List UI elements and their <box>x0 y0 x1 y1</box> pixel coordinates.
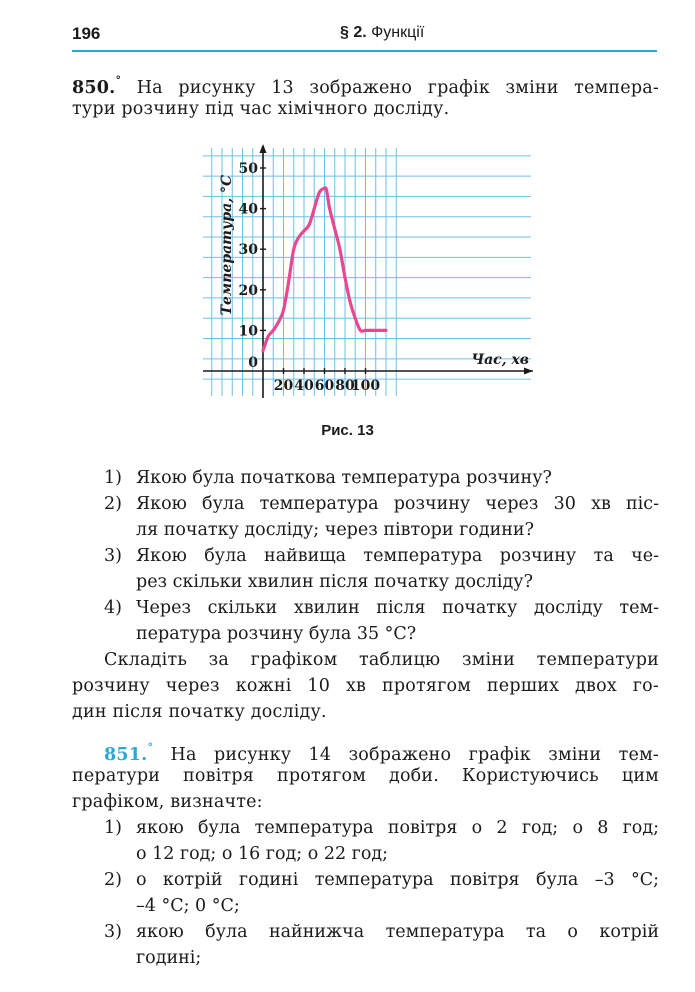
question-text: –4 °С; 0 °С; <box>136 896 240 916</box>
y-tick-label: 50 <box>238 161 258 177</box>
data-point <box>359 330 361 332</box>
y-tick-label: 20 <box>238 282 258 299</box>
question-text: рез скільки хвилин після початку досліду? <box>136 572 533 592</box>
y-tick-label: 40 <box>238 201 258 218</box>
data-point <box>267 336 269 338</box>
data-point <box>375 330 377 332</box>
x-tick-label: 40 <box>294 378 314 394</box>
figure-caption: Рис. 13 <box>321 422 374 439</box>
y-tick-label: 10 <box>238 323 258 340</box>
data-point <box>349 301 351 303</box>
question-text: пература розчину була 35 °С? <box>136 624 417 644</box>
problem-number <box>72 74 122 98</box>
data-point <box>365 330 367 332</box>
section-title <box>340 24 424 42</box>
data-point <box>293 248 295 250</box>
data-point <box>303 230 305 232</box>
question-text: якою була найнижча температура та о котрій <box>136 922 659 942</box>
problem-line: тури розчину під час хімічного досліду. <box>72 99 450 119</box>
data-point <box>324 187 326 189</box>
page-header <box>72 22 657 52</box>
problem-line: ператури повітря протягом доби. Користуючись цим <box>72 766 659 786</box>
problem-line <box>72 737 659 763</box>
question-text: Якою була температура розчину через 30 хв піс- <box>136 494 659 514</box>
x-tick-label: 80 <box>335 378 355 394</box>
temperature-chart <box>195 140 535 402</box>
data-point <box>339 248 341 250</box>
question-text: Якою була найвища температура розчину та че- <box>136 546 659 566</box>
question-label: 1) <box>104 468 122 488</box>
data-point <box>288 281 290 283</box>
question-text: якою була температура повітря о 2 год; о 8 год; <box>136 818 659 838</box>
data-point <box>385 330 387 332</box>
data-point <box>326 189 328 191</box>
data-point <box>329 208 331 210</box>
task-line: розчину через кожні 10 хв протягом перших двох го- <box>72 676 659 696</box>
x-tick-label: 20 <box>273 378 294 394</box>
y-axis-label: Температура, °С <box>219 174 235 316</box>
data-point <box>334 228 336 230</box>
page-number: 196 <box>72 24 101 43</box>
question-text: годині; <box>136 948 202 968</box>
data-point <box>262 350 264 352</box>
problem-line <box>72 70 659 96</box>
data-point <box>344 277 346 279</box>
section-name: Функції <box>371 24 425 41</box>
question-label: 2) <box>104 870 122 890</box>
origin-label: 0 <box>248 355 258 371</box>
problem-line-text: На рисунку 13 зображено графік зміни темпера- <box>136 77 659 98</box>
task-line: дин після початку досліду. <box>72 702 327 722</box>
task-text <box>72 647 659 725</box>
x-axis-arrow <box>524 368 533 375</box>
question-label: 1) <box>104 818 122 838</box>
problem-number <box>104 741 154 765</box>
x-tick-label: 60 <box>314 378 335 394</box>
data-point <box>283 309 285 311</box>
question-label: 2) <box>104 494 122 514</box>
data-point <box>272 330 274 332</box>
question-text: о котрій годині температура повітря була –3 °С; <box>136 870 659 890</box>
question-text: о 12 год; о 16 год; о 22 год; <box>136 844 389 864</box>
question-text: Через скільки хвилин після початку досліду тем- <box>136 598 659 618</box>
problem-number-value: 850. <box>72 77 116 98</box>
section-mark: § 2. <box>340 24 367 41</box>
data-point <box>313 208 315 210</box>
problem-line-text: На рисунку 14 зображено графік зміни тем- <box>170 744 659 765</box>
problem-line: графіком, визначте: <box>72 792 263 812</box>
degree-mark: ° <box>115 74 122 87</box>
question-label: 3) <box>104 546 122 566</box>
data-point <box>318 191 320 193</box>
problem-850-text <box>72 70 659 122</box>
y-axis-arrow <box>260 144 267 153</box>
data-point <box>277 321 279 323</box>
problem-851-text <box>72 737 659 815</box>
data-point <box>308 224 310 226</box>
y-tick-label: 30 <box>238 242 258 259</box>
data-point <box>354 317 356 319</box>
data-point <box>298 236 300 238</box>
x-tick-label: 100 <box>350 378 381 394</box>
question-label: 3) <box>104 922 122 942</box>
question-text: Якою була початкова температура розчину? <box>136 468 552 488</box>
x-axis-label: Час, хв <box>471 352 529 368</box>
question-text: ля початку досліду; через півтори години? <box>136 520 534 540</box>
degree-mark: ° <box>147 741 154 754</box>
problem-number-value: 851. <box>104 744 148 765</box>
question-label: 4) <box>104 598 122 618</box>
task-line: Складіть за графіком таблицю зміни температури <box>104 650 659 670</box>
